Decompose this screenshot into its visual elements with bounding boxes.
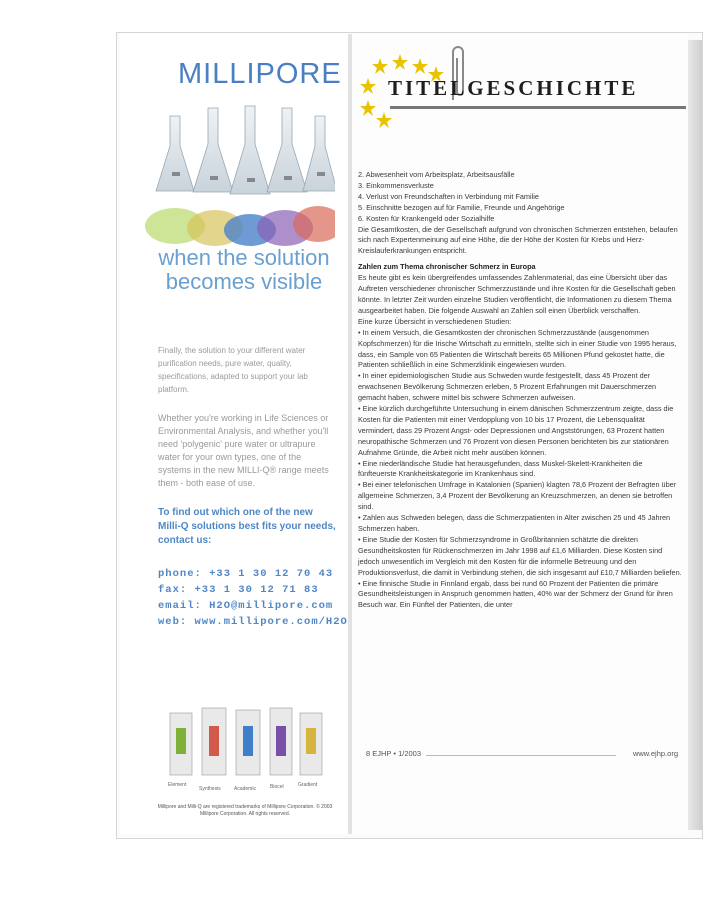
article-bullet: • Eine niederländische Studie hat herausgefunden, dass Muskel-Skelett-Krankheiten die fünfteuerste Krankheitskategorie im Krankenhaus sind. [358,458,643,479]
article-bullet: • Bei einer telefonischen Umfrage in Katalonien (Spanien) klagten 78,6 Prozent der Befragten über allgemeine Schmerzen, 3,4 Prozent der Bevölkerung an Kreuzschmerzen, an denen sie betroffen sind. [358,480,677,512]
advert-body-text: Whether you're working in Life Sciences or Environmental Analysis, and whether you'll need 'polygenic' pure water or ultrapure water for your own types, one of the systems in the new MILLI-Q® range meets them - both ease of use. [158,413,329,488]
article-paragraph: Eine kurze Übersicht in verschiedenen Studien: [358,316,512,326]
page-footer [362,746,684,760]
tagline-line1: when the solution [158,245,330,270]
contact-email: email: H2O@millipore.com [158,600,334,612]
article-line: 6. Kosten für Krankengeld oder Sozialhilfe [358,213,495,223]
footer-url: www.ejhp.org [632,749,678,758]
article-line: 4. Verlust von Freundschaften in Verbindung mit Familie [358,191,539,201]
product-label: Academic [234,786,256,792]
article-line: 2. Abwesenheit vom Arbeitsplatz, Arbeitsausfälle [358,170,515,179]
title-rule [390,106,686,109]
product-label: Gradient [298,782,318,788]
article-bullet: • Zahlen aus Schweden belegen, dass die Schmerzpatienten in Alter zwischen 25 und 45 Jahren Schmerzen haben. [358,513,671,533]
article-bullet: • Eine Studie der Kosten für Schmerzsyndrome in Großbritannien schätzte die direkten Gesundheitskosten für Rückenschmerzen im Jahr 1998 auf £1,6 Milliarden. Diese Kosten sind jedoch unwesentlich im Vergleich mit den Kosten für die informelle Betreuung und den Produktionsverlust, die damit in Verbindung stehen, die sich insgesamt auf £10,7 Milliarden beliefen. [358,534,682,577]
article-text [358,170,683,611]
brand-logo: MILLIPORE [178,58,342,90]
flasks-illustration [140,96,335,246]
advert-call-to-action: To find out which one of the new Milli-Q solutions best fits your needs, contact us: [158,507,336,546]
footer-rule [426,755,616,756]
page-edge-shadow [688,40,702,830]
article-subheading: Zahlen zum Thema chronischer Schmerz in Europa [358,262,536,272]
article-bullet: • Eine kürzlich durchgeführte Untersuchung in einem dänischen Schmerzzentrum zeigte, dass die Kosten für die Patienten mit einer Verdopplung von 10 bis 17 Prozent, die Lebensqualität vermindert, dass 29 Prozent Angst- oder Depressionen und Angststörungen, 63 Prozent hatten neuropathische Schmerzen und 76 Prozent von diesen Personen berichteten bis zur stationären Aufnahme Gründe, die Arbeit nicht mehr ausüben können. [358,404,674,457]
product-label: Element [168,782,187,788]
tagline-line2: becomes visible [165,269,323,294]
contact-web: web: www.millipore.com/H2O [158,616,348,628]
article-page [352,34,688,834]
article-bullet: • Eine finnische Studie in Finnland ergab, dass bei rund 60 Prozent der Patienten die primäre Gesundheitsleistungen in Anspruch genommen hatten, 40% war der Schmerz der Grund für ihren Besuch war. Ein Fünftel der Patienten, die unter [358,578,673,610]
article-line: 5. Einschnitte bezogen auf für Familie, Freunde und Angehörige [358,202,565,212]
contact-phone: phone: +33 1 30 12 70 43 [158,568,334,580]
article-line: 3. Einkommensverluste [358,180,434,190]
footer-issue: 8 EJHP • 1/2003 [366,749,422,758]
advert-page [120,34,348,834]
advert-intro-text: Finally, the solution to your different water purification needs, pure water, quality, specifications, adapted to support your lab platform. [158,346,308,394]
section-title: TITELGESCHICHTE [388,76,639,100]
article-bullet: • In einem Versuch, die Gesamtkosten der chronischen Schmerzzustände (ausgenommen Kopfschmerzen) für die Irische Wirtschaft zu ermitteln, stellte sich in einer Studie von 1995 heraus, dass, ein Sample von 65 Patienten die Wirtschaft bereits 65 Millionen Pfund gekostet hatte, die Patienten schließlich in eine Schmerzklinik eingewiesen wurden. [358,327,677,370]
legal-notice: Millipore and Milli-Q are registered trademarks of Millipore Corporation. © 2003 Millipore Corporation. All rights reserved. [157,804,333,817]
tagline [144,246,344,294]
product-label: Synthesis [199,786,221,792]
article-bullet: • In einer epidemiologischen Studie aus Schweden wurde festgestellt, dass 45 Prozent der erwachsenen Bevölkerung Schmerzen erleben, 5 Prozent Erfahrungen mit Dauerschmerzen gemacht haben, schwere mittel bis schwere Schmerzen aufweisen. [358,371,657,403]
product-label: Biocel [270,784,284,790]
contact-block [158,566,353,630]
article-paragraph: Die Gesamtkosten, die der Gesellschaft aufgrund von chronischen Schmerzen entstehen, belaufen sich nach Expertenmeinung auf eine Höhe, die der Höhe der Kosten für Krebs und Herz-Kreislauferkrankungen entspricht. [358,224,678,256]
article-paragraph: Es heute gibt es kein übergreifendes umfassendes Zahlenmaterial, das eine Übersicht über das Auftreten verschiedener chronischer Schmerzzustände und ihre Kosten für die Gesellschaft geben könnte. In letzter Zeit wurden einzelne Studien veröffentlicht, die Informationen zu diesem Thema ausgearbeitet haben. Die folgende Auswahl an Zahlen soll einen Überblick verschaffen. [358,273,676,315]
products-image [162,698,327,793]
contact-fax: fax: +33 1 30 12 71 83 [158,584,319,596]
